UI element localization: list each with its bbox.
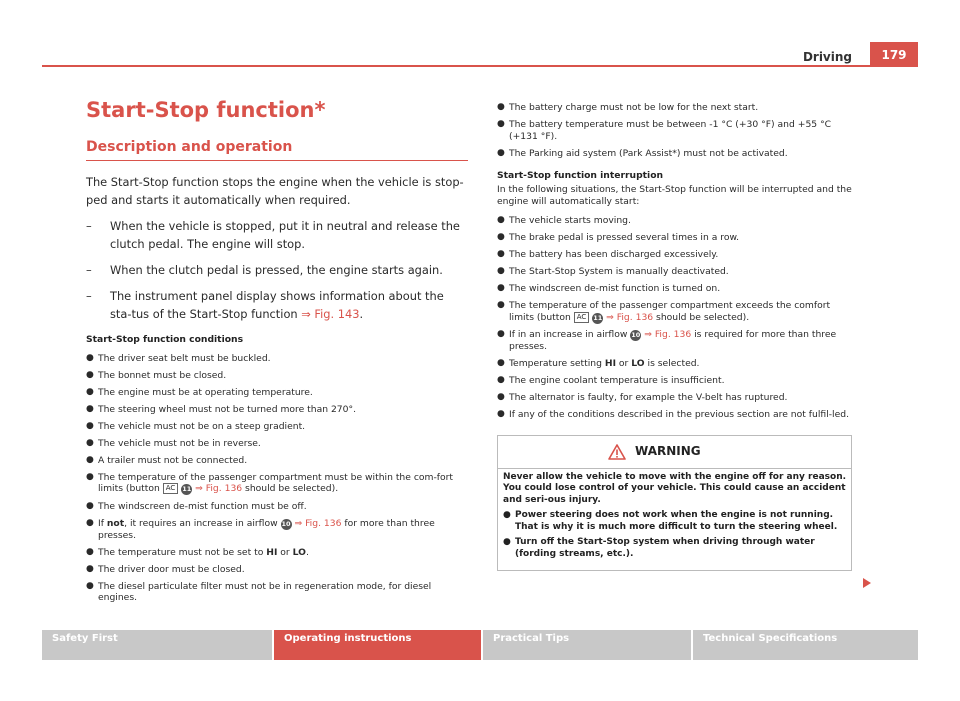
interruption-item: ● Temperature setting HI or LO is selected.	[497, 358, 700, 369]
interruption-item: ● The temperature of the passenger compartment exceeds the comfort limits (button AC 11 ⇒ Fig. 136 should be selected).	[497, 300, 831, 323]
interruption-item: ● The Start-Stop System is manually deactivated.	[497, 266, 729, 277]
condition-item: ● A trailer must not be connected.	[86, 454, 248, 466]
step-item: – When the vehicle is stopped, put it in neutral and release the clutch pedal. The engine will stop.	[86, 219, 460, 251]
condition-item: ● The driver door must be closed.	[86, 563, 245, 575]
interruption-heading: Start-Stop function interruption	[497, 170, 664, 181]
condition-item: ● The temperature must not be set to HI or LO.	[86, 546, 309, 558]
tab-operating-instructions[interactable]: Operating instructions	[274, 630, 481, 660]
figure-link[interactable]: ⇒ Fig. 143	[301, 307, 360, 321]
condition-item: ● The steering wheel must not be turned more than 270°.	[86, 403, 357, 415]
header-rule	[42, 65, 918, 67]
step-item: – The instrument panel display shows information about the sta-tus of the Start-Stop function ⇒ Fig. 143.	[86, 289, 444, 321]
tab-safety-first[interactable]: Safety First	[42, 630, 272, 660]
condition-item: ● The vehicle must not be on a steep gradient.	[86, 420, 306, 432]
interruption-item: ● The battery has been discharged excessively.	[497, 249, 719, 260]
condition-item: ● The engine must be at operating temperature.	[86, 386, 313, 398]
callout-number: 11	[593, 313, 603, 322]
callout-number: 10	[281, 519, 291, 528]
condition-item: ● The bonnet must be closed.	[86, 369, 227, 381]
figure-link[interactable]: ⇒ Fig. 136	[195, 483, 243, 494]
condition-item: ● The diesel particulate filter must not be in regeneration mode, for diesel engines.	[86, 580, 432, 603]
interruption-item: ● The windscreen de-mist function is turned on.	[497, 283, 721, 294]
condition-item: ● The driver seat belt must be buckled.	[86, 352, 271, 364]
step-text: When the vehicle is stopped, put it in neutral and release the clutch pedal. The engine will stop.	[110, 219, 460, 251]
footer-tabs	[42, 630, 918, 660]
step-text: When the clutch pedal is pressed, the engine starts again.	[110, 263, 443, 277]
interruption-text: In the following situations, the Start-Stop function will be interrupted and the engine will automatically start:	[497, 184, 852, 207]
condition-item: ● The battery temperature must be between -1 °C (+30 °F) and +55 °C (+131 °F).	[497, 119, 832, 142]
figure-link[interactable]: ⇒ Fig. 136	[294, 517, 342, 529]
callout-number: 11	[182, 485, 192, 493]
condition-item: ● The vehicle must not be in reverse.	[86, 437, 261, 449]
interruption-item: ● If in an increase in airflow 10 ⇒ Fig. 136 is required for more than three presses.	[497, 329, 837, 352]
step-item: – When the clutch pedal is pressed, the engine starts again.	[86, 263, 443, 277]
warning-body	[498, 469, 851, 561]
warning-title: WARNING	[635, 443, 701, 458]
warning-text: Never allow the vehicle to move with the engine off for any reason. You could lose control of your vehicle. This could cause an accident and seri-ous injury.	[503, 471, 847, 505]
warning-bullet: ● Power steering does not work when the engine is not running. That is why it is much more difficult to turn the steering wheel.	[503, 510, 838, 532]
figure-link[interactable]: ⇒ Fig. 136	[606, 311, 654, 323]
condition-item: ● The windscreen de-mist function must be off.	[86, 500, 307, 512]
warning-box	[497, 435, 852, 571]
section-subtitle: Description and operation	[86, 136, 468, 161]
condition-item: ● The Parking aid system (Park Assist*) must not be activated.	[497, 147, 788, 159]
interruption-item: ● The vehicle starts moving.	[497, 215, 631, 226]
page-title: Start-Stop function*	[86, 98, 326, 122]
tab-technical-specifications[interactable]: Technical Specifications	[693, 630, 918, 660]
warning-header	[498, 436, 851, 469]
intro-paragraph: The Start-Stop function stops the engine when the vehicle is stop-ped and starts it automatically when required.	[86, 175, 464, 207]
figure-link[interactable]: ⇒ Fig. 136	[644, 329, 692, 340]
interruption-item: ● If any of the conditions described in the previous section are not fulfil-led.	[497, 409, 849, 420]
warning-bullet: ● Turn off the Start-Stop system when driving through water (fording streams, etc.).	[503, 537, 815, 559]
continue-arrow-icon	[863, 578, 871, 588]
ac-button-symbol: AC	[574, 312, 590, 323]
condition-item: ● The battery charge must not be low for the next start.	[497, 102, 759, 113]
tab-practical-tips[interactable]: Practical Tips	[483, 630, 691, 660]
left-column	[86, 96, 468, 604]
interruption-item: ● The brake pedal is pressed several times in a row.	[497, 232, 740, 243]
callout-number: 10	[631, 331, 641, 339]
page-number: 179	[870, 42, 918, 67]
right-column	[497, 96, 853, 571]
interruption-item: ● The alternator is faulty, for example the V-belt has ruptured.	[497, 392, 788, 403]
warning-triangle-icon	[608, 444, 626, 460]
running-header-section: Driving	[802, 50, 852, 64]
conditions-heading: Start-Stop function conditions	[86, 334, 244, 345]
condition-item: ● The temperature of the passenger compartment must be within the com-fort limits (button AC 11 ⇒ Fig. 136 should be selected).	[86, 471, 454, 494]
condition-item: ● If not, it requires an increase in airflow 10 ⇒ Fig. 136 for more than three presses.	[86, 517, 435, 541]
ac-button-symbol: AC	[163, 483, 179, 494]
interruption-item: ● The engine coolant temperature is insufficient.	[497, 375, 725, 386]
